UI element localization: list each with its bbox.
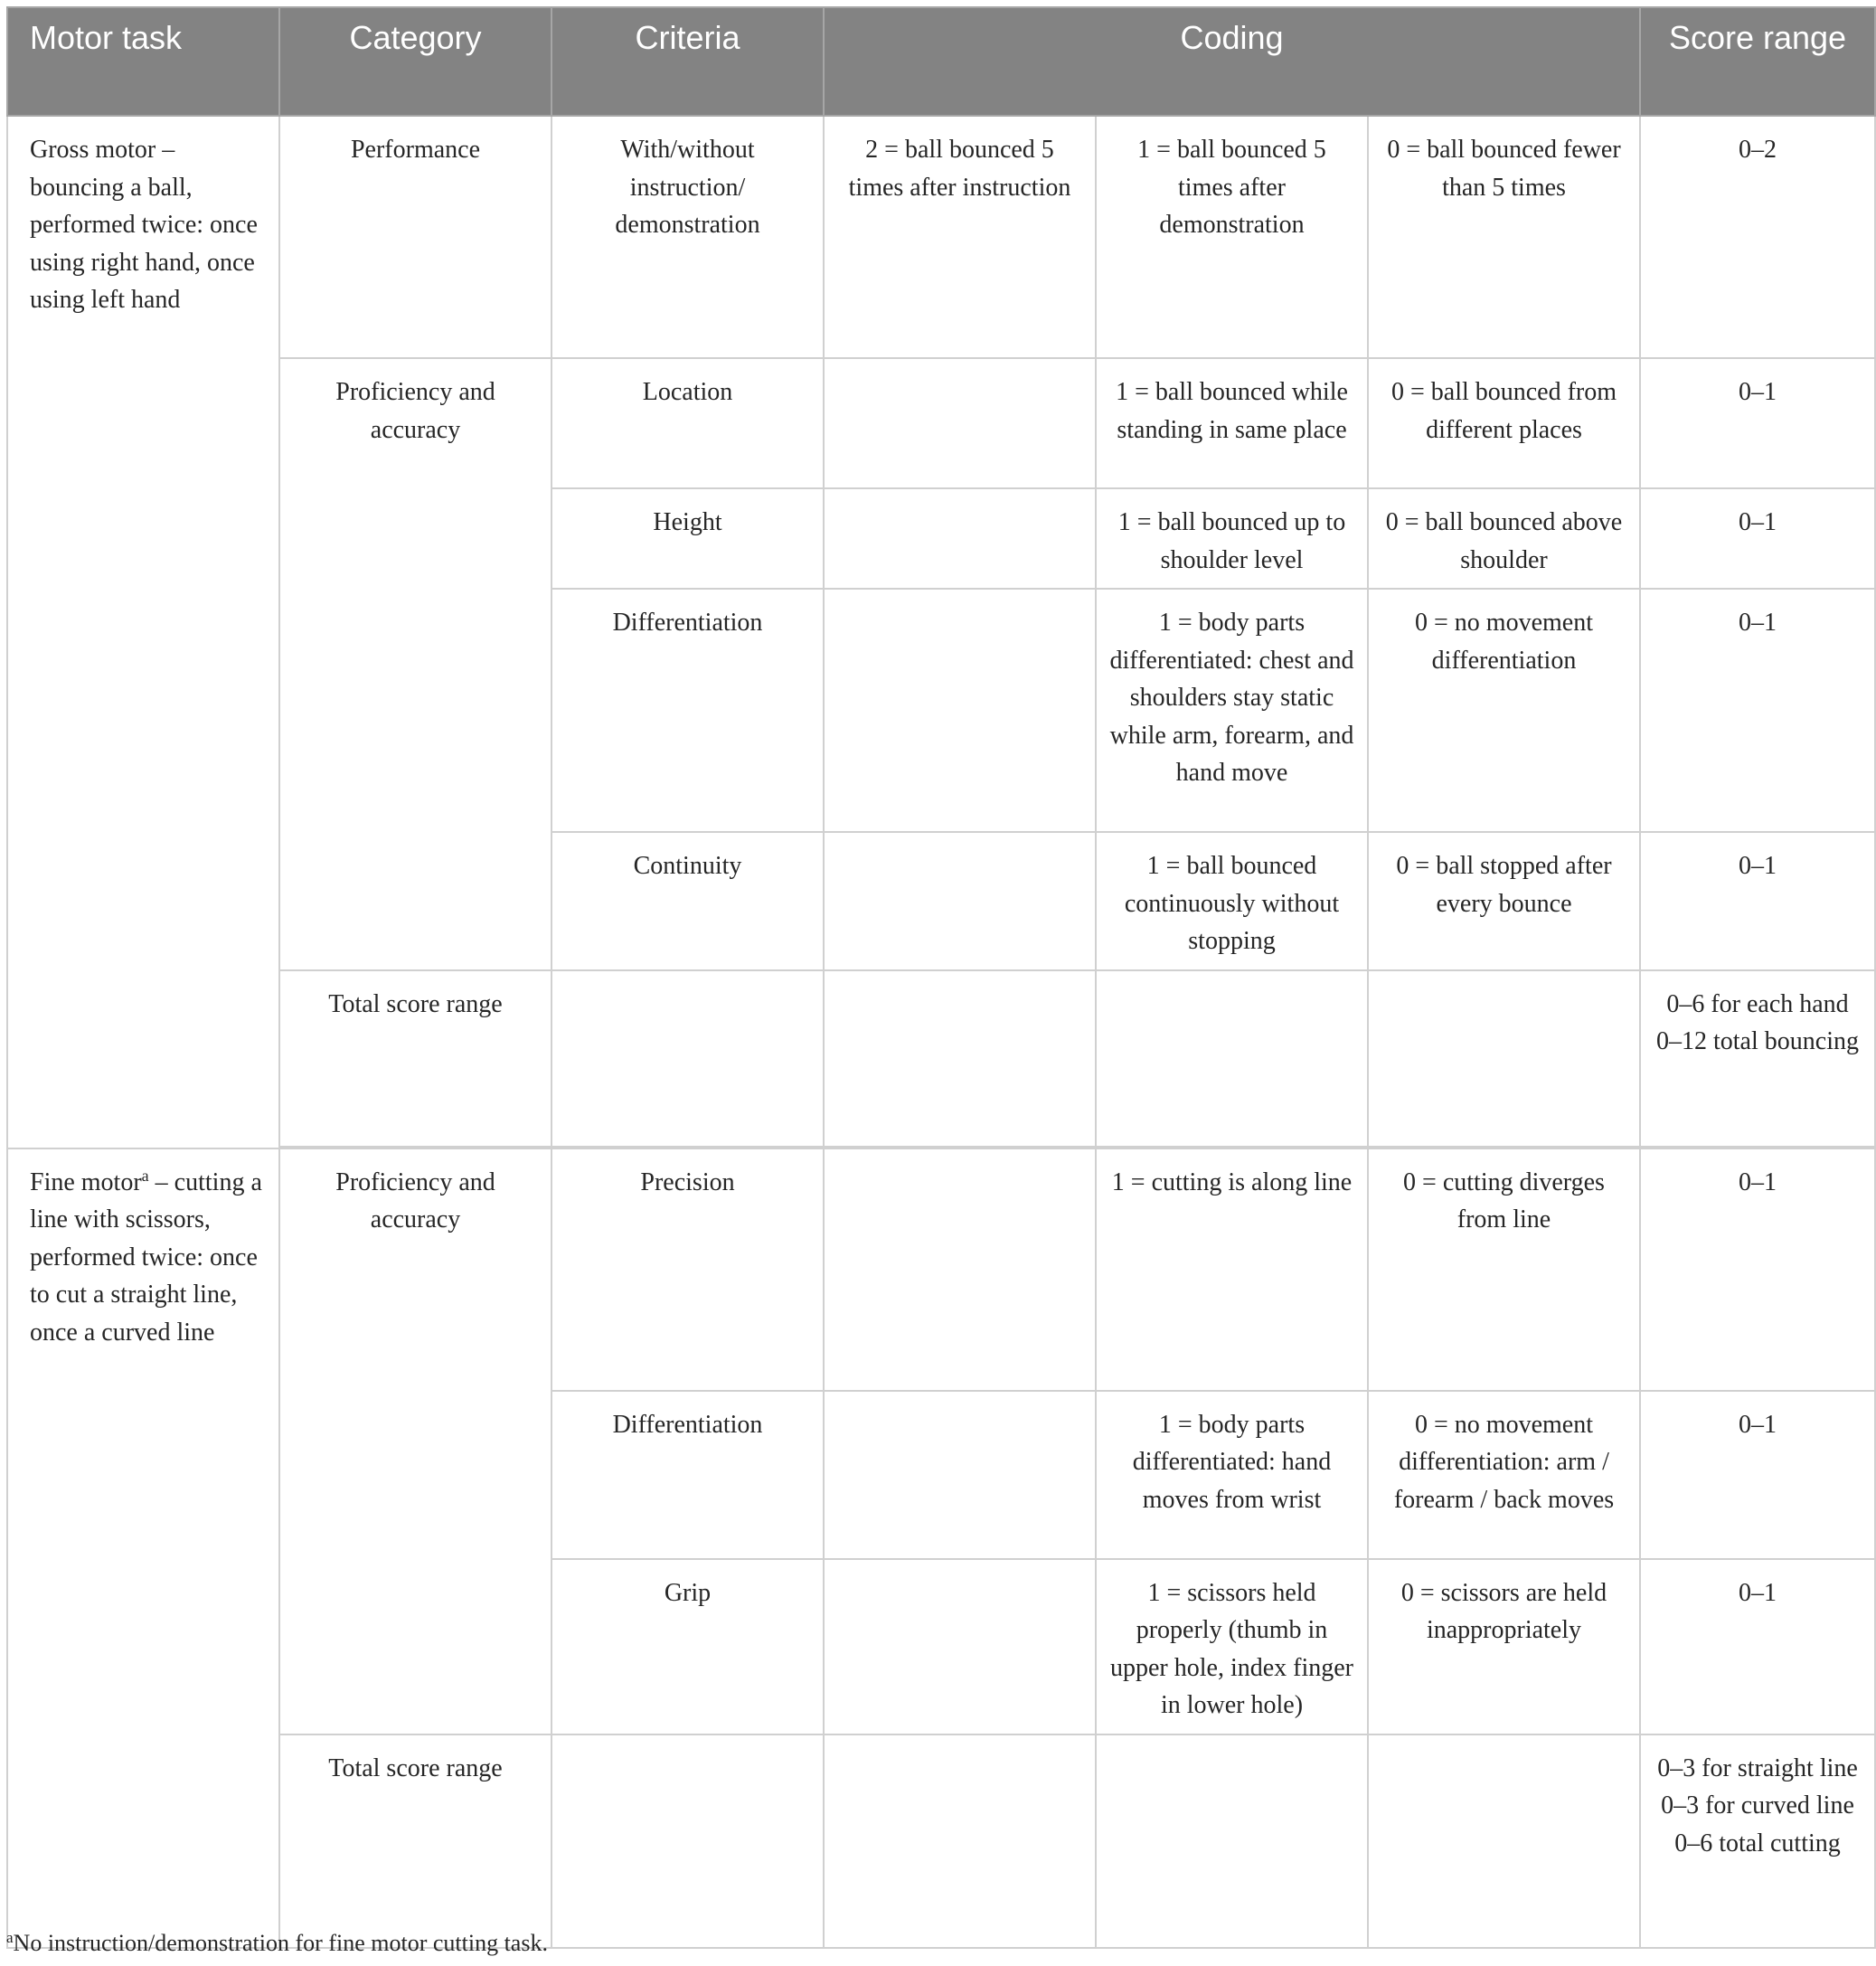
coding-0-cell: 0 = ball bounced above shoulder (1368, 488, 1640, 589)
score-total-line: 0–6 for each hand (1666, 989, 1849, 1018)
score-cell: 0–2 (1640, 116, 1875, 358)
coding-1-cell: 1 = ball bounced 5 times after demonstration (1096, 116, 1368, 358)
table-row (7, 116, 1875, 358)
coding-2-cell (824, 832, 1096, 970)
criteria-cell: With/without instruction/ demonstration (551, 116, 824, 358)
fine-motor-task-prefix: Fine motor (30, 1167, 142, 1196)
coding-1-cell (1096, 1734, 1368, 1948)
coding-0-cell: 0 = no movement differentiation (1368, 589, 1640, 832)
coding-0-cell: 0 = ball stopped after every bounce (1368, 832, 1640, 970)
score-cell: 0–1 (1640, 1391, 1875, 1559)
coding-0-cell: 0 = no movement differentiation: arm / forearm / back moves (1368, 1391, 1640, 1559)
score-total-cell (1640, 1734, 1875, 1948)
criteria-cell: Height (551, 488, 824, 589)
footnote-text: No instruction/demonstration for fine motor cutting task. (13, 1930, 548, 1956)
criteria-cell: Location (551, 358, 824, 488)
criteria-cell: Differentiation (551, 1391, 824, 1559)
category-cell: Proficiency and accuracy (279, 358, 551, 970)
table-row (7, 1148, 1875, 1391)
coding-2-cell (824, 488, 1096, 589)
coding-0-cell: 0 = cutting diverges from line (1368, 1148, 1640, 1391)
coding-2-cell (824, 970, 1096, 1147)
score-total-line: 0–3 for curved line (1661, 1791, 1854, 1819)
score-cell: 0–1 (1640, 358, 1875, 488)
fine-motor-task-cell (7, 1148, 279, 1948)
coding-2-cell (824, 1148, 1096, 1391)
coding-0-cell: 0 = scissors are held inappropriately (1368, 1559, 1640, 1734)
score-cell: 0–1 (1640, 589, 1875, 832)
score-cell: 0–1 (1640, 832, 1875, 970)
table-row (7, 358, 1875, 488)
header-category: Category (279, 7, 551, 116)
coding-0-cell: 0 = ball bounced fewer than 5 times (1368, 116, 1640, 358)
criteria-cell (551, 1734, 824, 1948)
score-total-line: 0–12 total bouncing (1656, 1027, 1859, 1055)
coding-1-cell: 1 = body parts differentiated: chest and shoulders stay static while arm, forearm, and hand move (1096, 589, 1368, 832)
coding-1-cell: 1 = body parts differentiated: hand moves from wrist (1096, 1391, 1368, 1559)
category-cell: Performance (279, 116, 551, 358)
score-total-cell (1640, 970, 1875, 1147)
coding-2-cell (824, 1559, 1096, 1734)
gross-motor-task-cell: Gross motor – bouncing a ball, performed twice: once using right hand, once using left hand (7, 116, 279, 1148)
header-row (7, 7, 1875, 116)
footnote-marker: a (141, 1166, 149, 1185)
score-total-line: 0–6 total cutting (1674, 1829, 1841, 1857)
coding-0-cell (1368, 970, 1640, 1147)
coding-1-cell: 1 = ball bounced up to shoulder level (1096, 488, 1368, 589)
criteria-cell: Differentiation (551, 589, 824, 832)
coding-2-cell (824, 1734, 1096, 1948)
coding-2-cell: 2 = ball bounced 5 times after instruction (824, 116, 1096, 358)
coding-2-cell (824, 1391, 1096, 1559)
table-row (7, 1734, 1875, 1948)
header-criteria: Criteria (551, 7, 824, 116)
criteria-cell: Precision (551, 1148, 824, 1391)
motor-task-scoring-table (6, 6, 1876, 1949)
coding-2-cell (824, 358, 1096, 488)
coding-2-cell (824, 589, 1096, 832)
coding-1-cell: 1 = scissors held properly (thumb in upper hole, index finger in lower hole) (1096, 1559, 1368, 1734)
coding-1-cell (1096, 970, 1368, 1147)
category-cell: Proficiency and accuracy (279, 1148, 551, 1734)
header-score-range: Score range (1640, 7, 1875, 116)
coding-1-cell: 1 = cutting is along line (1096, 1148, 1368, 1391)
score-cell: 0–1 (1640, 488, 1875, 589)
criteria-cell: Continuity (551, 832, 824, 970)
table-footnote (6, 1928, 548, 1959)
criteria-cell: Grip (551, 1559, 824, 1734)
coding-1-cell: 1 = ball bounced continuously without stopping (1096, 832, 1368, 970)
scoring-table-container (6, 6, 1874, 1949)
coding-0-cell (1368, 1734, 1640, 1948)
coding-1-cell: 1 = ball bounced while standing in same place (1096, 358, 1368, 488)
score-total-line: 0–3 for straight line (1657, 1753, 1858, 1782)
footnote-marker: a (6, 1929, 14, 1946)
score-cell: 0–1 (1640, 1559, 1875, 1734)
category-cell: Total score range (279, 1734, 551, 1948)
fine-motor-task-rest: – cutting a line with scissors, performed twice: once to cut a straight line, once a curved line (30, 1167, 262, 1347)
header-coding: Coding (824, 7, 1640, 116)
criteria-cell (551, 970, 824, 1147)
score-cell: 0–1 (1640, 1148, 1875, 1391)
coding-0-cell: 0 = ball bounced from different places (1368, 358, 1640, 488)
table-row (7, 970, 1875, 1147)
category-cell: Total score range (279, 970, 551, 1147)
header-motor-task: Motor task (7, 7, 279, 116)
